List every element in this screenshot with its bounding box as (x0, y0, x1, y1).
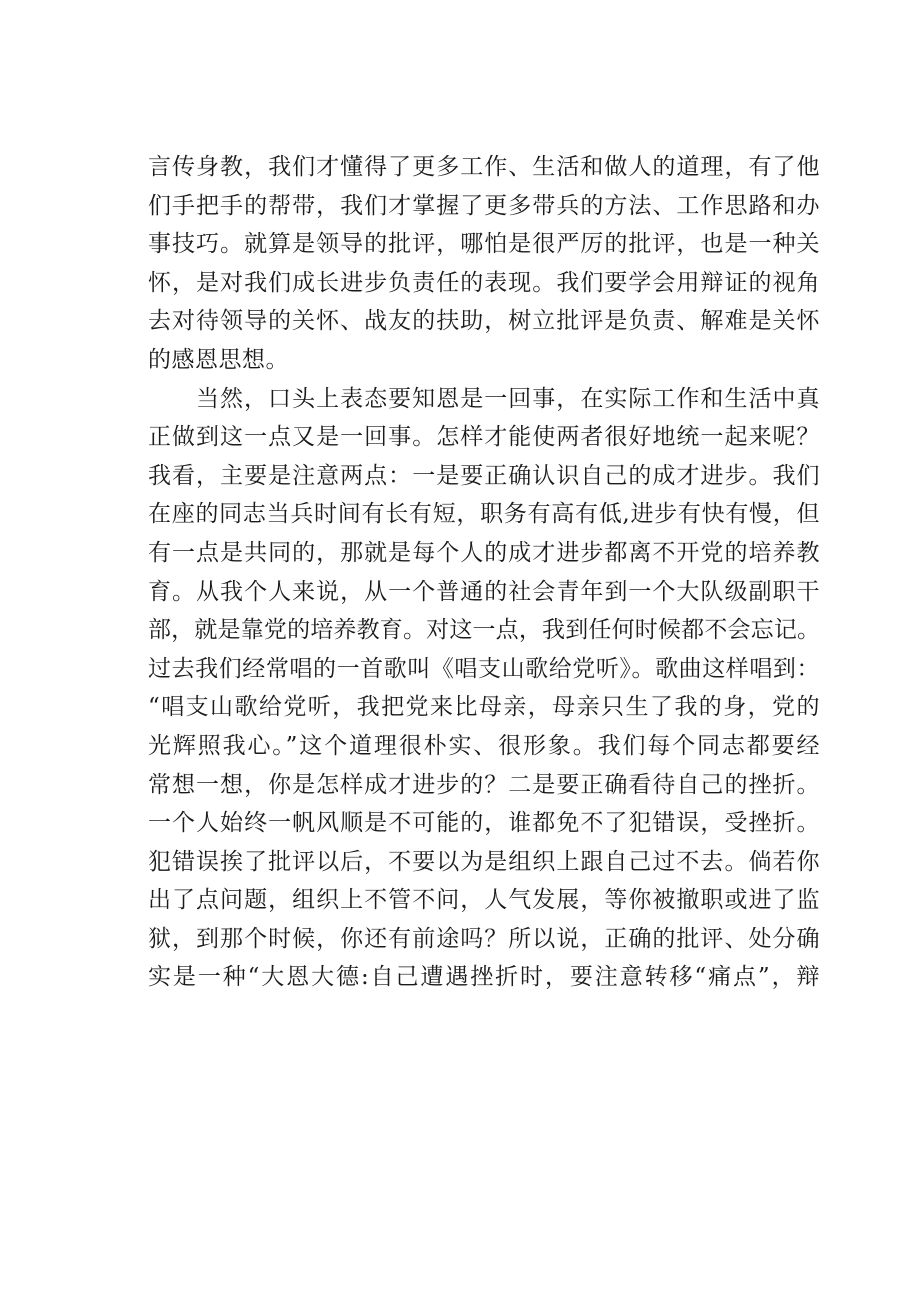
text-line: 实是一种“大恩大德:自己遭遇挫折时，要注意转移“痛点”，辩 (148, 964, 820, 991)
text-line: “唱支山歌给党听，我把党来比母亲，母亲只生了我的身，党的 (148, 694, 820, 721)
paragraph-2 (148, 380, 820, 998)
text-line: 育。从我个人来说，从一个普通的社会青年到一个大队级副职干 (148, 578, 820, 605)
text-line: 言传身教，我们才懂得了更多工作、生活和做人的道理，有了他 (148, 154, 820, 180)
text-line: 的感恩思想。 (148, 346, 289, 373)
text-line: 光辉照我心。”这个道理很朴实、很形象。我们每个同志都要经 (148, 732, 820, 759)
text-line: 我看，主要是注意两点：一是要正确认识自己的成才进步。我们 (148, 462, 820, 489)
text-line: 过去我们经常唱的一首歌叫《唱支山歌给党听》。歌曲这样唱到： (148, 655, 820, 682)
text-line: 正做到这一点又是一回事。怎样才能使两者很好地统一起来呢？ (148, 424, 820, 451)
text-line: 有一点是共同的，那就是每个人的成才进步都离不开党的培养教 (148, 539, 820, 566)
text-line: 犯错误挨了批评以后，不要以为是组织上跟自己过不去。倘若你 (148, 848, 820, 875)
body-text (148, 148, 820, 997)
text-line: 出了点问题，组织上不管不问，人气发展，等你被撤职或进了监 (148, 887, 820, 914)
text-line: 们手把手的帮带，我们才掌握了更多带兵的方法、工作思路和办 (148, 192, 820, 219)
text-line: 一个人始终一帆风顺是不可能的，谁都免不了犯错误，受挫折。 (148, 810, 820, 837)
text-line: 怀，是对我们成长进步负责任的表现。我们要学会用辩证的视角 (148, 269, 820, 296)
text-line: 当然，口头上表态要知恩是一回事，在实际工作和生活中真 (196, 385, 820, 412)
paragraph-1 (148, 148, 820, 380)
text-line: 事技巧。就算是领导的批评，哪怕是很严厉的批评，也是一种关 (148, 231, 820, 258)
text-line: 常想一想，你是怎样成才进步的？二是要正确看待自己的挫折。 (148, 771, 820, 798)
text-line: 部，就是靠党的培养教育。对这一点，我到任何时候都不会忘记。 (148, 617, 820, 644)
text-line: 去对待领导的关怀、战友的扶助，树立批评是负责、解难是关怀 (148, 308, 820, 335)
text-line: 狱，到那个时候，你还有前途吗？所以说，正确的批评、处分确 (148, 925, 820, 952)
text-line: 在座的同志当兵时间有长有短，职务有高有低,进步有快有慢，但 (148, 501, 820, 528)
